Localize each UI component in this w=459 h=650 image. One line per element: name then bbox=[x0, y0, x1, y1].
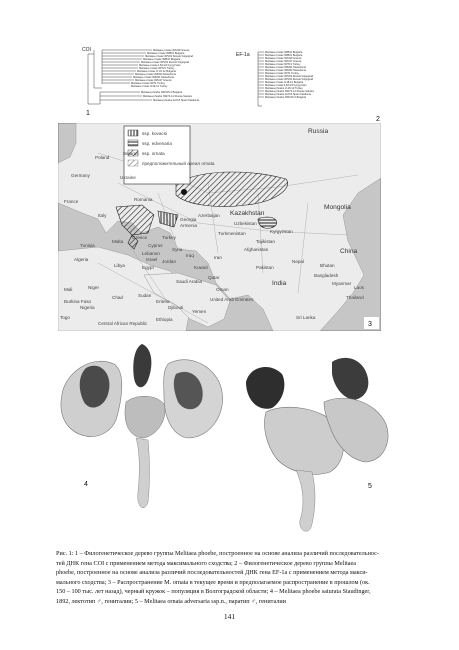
country-label: Eritrea bbox=[156, 299, 170, 304]
country-label: Uzbekistan bbox=[234, 221, 257, 226]
country-label: Togo bbox=[60, 315, 70, 320]
country-label: Tajikistan bbox=[256, 239, 275, 244]
country-label: Israel bbox=[146, 257, 158, 262]
ef1a-taxon: Melitaea ornata ORG37 Greece bbox=[265, 60, 302, 63]
ef1a-taxon: Melitaea ornata ORV03 Russia Volgograd bbox=[265, 75, 314, 78]
country-label: Syria bbox=[172, 247, 183, 252]
ef1a-taxon: Melitaea ornata ORV02 Russia Volgograd bbox=[265, 78, 314, 81]
coi-taxon: Melitaea ornata JL 18-12 Bulgaria bbox=[137, 70, 176, 73]
country-label: Chad bbox=[112, 295, 123, 300]
country-label: Ethiopia bbox=[156, 317, 173, 322]
country-label: Yemen bbox=[192, 309, 207, 314]
ef1a-taxon: Melitaea phoebe NW74-14 Russia Saratov bbox=[265, 90, 315, 93]
coi-taxon: Melitaea ornata ORG37 Greece bbox=[135, 79, 172, 82]
country-label: Georgia bbox=[180, 217, 197, 222]
legend-assumed-range: предположительный ареал ornata bbox=[142, 161, 215, 166]
country-label: Romania bbox=[134, 197, 153, 202]
legend-edvenaria: ssp. edvenaria bbox=[142, 141, 172, 146]
ef1a-taxon: Melitaea ornata ORB10 Bulgaria bbox=[265, 51, 303, 54]
country-label: Oman bbox=[216, 287, 229, 292]
ef1a-taxon: Melitaea ornata JL18-12 Bulgaria bbox=[265, 81, 304, 84]
figure-caption bbox=[56, 549, 388, 607]
country-label: Kuwait bbox=[194, 265, 208, 270]
coi-taxon: Melitaea ornata ORB01 Bulgaria bbox=[147, 52, 185, 55]
country-label: Sudan bbox=[138, 293, 152, 298]
country-label: Myanmar bbox=[332, 281, 352, 286]
coi-taxon: Melitaea phoebe AC6-8 Spain Kataloniа bbox=[153, 99, 199, 102]
ef1a-taxon: Melitaea ornata A.6/11/4 Kyrgyzstan bbox=[265, 84, 307, 87]
country-label: Italy bbox=[98, 213, 107, 218]
country-label: Iraq bbox=[186, 253, 194, 258]
country-label: Qatar bbox=[208, 275, 220, 280]
country-label: United Arab Emirates bbox=[210, 297, 254, 302]
country-label: Armenia bbox=[180, 223, 198, 228]
caption-line: Рис. 1: 1 – Филогенетическое дерево группы Melitaea phoebe, построенное на основе анализа различий последовательнос- bbox=[56, 550, 379, 557]
distribution-map-panel bbox=[58, 123, 381, 331]
coi-taxon: Melitaea phoebe NW74-14 Russia Saratov bbox=[143, 95, 193, 98]
country-label: Azerbaijan bbox=[198, 213, 220, 218]
country-label: Poland bbox=[95, 155, 110, 160]
coi-taxon: Melitaea ornata ORB10 Bulgaria bbox=[143, 58, 181, 61]
country-label: Cyprus bbox=[148, 243, 163, 248]
page-number: 141 bbox=[223, 612, 236, 621]
coi-taxon: Melitaea ornata ORV02 Russia Volgograd bbox=[141, 61, 190, 64]
country-label: Iran bbox=[214, 255, 222, 260]
ef1a-taxon: Melitaea phoebe JL18-12 Turkey bbox=[265, 87, 303, 90]
coi-taxon: Melitaea ornata ORM41 Macedonia bbox=[133, 76, 174, 79]
legend-ornata: ssp. ornata bbox=[142, 151, 165, 156]
coi-taxon: Melitaea phoebe NW125-3 Bulgaria bbox=[141, 91, 183, 94]
country-label: Ukraine bbox=[120, 175, 136, 180]
country-label: Egypt bbox=[142, 265, 154, 270]
ef1a-tree-label: EF-1a bbox=[236, 52, 250, 58]
coi-taxon: Melitaea ornata ORM42 Macedonia bbox=[135, 73, 176, 76]
country-label: Niger bbox=[88, 285, 99, 290]
country-label: Kyrgyzstan bbox=[270, 229, 293, 234]
country-label: Bangladesh bbox=[314, 273, 339, 278]
coi-tree-panel bbox=[82, 44, 232, 116]
ef1a-taxon: Melitaea ornata ORG99 Greece bbox=[265, 57, 302, 60]
panel-number-1: 1 bbox=[86, 110, 90, 116]
coi-taxon: Melitaea ornata ORG99 Greece bbox=[153, 49, 190, 52]
country-label: Burkina Faso bbox=[64, 299, 92, 304]
country-label: Malta bbox=[112, 239, 124, 244]
country-label: Kazakhstan bbox=[230, 210, 265, 217]
coi-taxon: Melitaea ornata A.6/11/4 Kyrgyzstan bbox=[139, 64, 181, 67]
country-label: China bbox=[340, 248, 358, 255]
ef1a-taxon: Melitaea ornata ORM41 Macedonia bbox=[265, 66, 306, 69]
panel-number-5: 5 bbox=[368, 483, 372, 490]
country-label: India bbox=[272, 280, 287, 287]
country-label: Belarus bbox=[123, 151, 139, 156]
genitalia-photo-5 bbox=[226, 342, 398, 538]
ef1a-tree-panel bbox=[236, 44, 386, 122]
country-label: Tunisia bbox=[80, 243, 95, 248]
country-label: Pakistan bbox=[256, 265, 274, 270]
country-label: Lebanon bbox=[142, 251, 160, 256]
country-label: Bhutan bbox=[320, 263, 335, 268]
genitalia-photo-4 bbox=[56, 342, 228, 520]
panel-number-4: 4 bbox=[84, 481, 88, 488]
ef1a-tree-branches bbox=[258, 52, 264, 106]
country-label: Germany bbox=[71, 173, 90, 178]
coi-taxon: Melitaea ornata JL19-12 Turkey bbox=[131, 85, 168, 88]
country-label: Greece bbox=[132, 235, 148, 240]
volgograd-population-dot bbox=[181, 189, 187, 195]
coi-taxon: Melitaea ornata ORV03 Russia Volgograd bbox=[145, 55, 194, 58]
ef1a-taxon: Melitaea ornata ORT21 Turkey bbox=[265, 63, 301, 66]
coi-taxon: Melitaea ornata ORT1 Turkey bbox=[131, 82, 165, 85]
coi-taxon: Melitaea ornata ORT21 Turkey bbox=[139, 67, 175, 70]
legend-kovacsi: ssp. kovacsi bbox=[142, 131, 168, 136]
country-label: Algeria bbox=[74, 257, 89, 262]
legend-swatch-assumed-range bbox=[128, 160, 138, 166]
country-label: Central African Republic bbox=[98, 321, 148, 326]
ef1a-tree-taxa bbox=[265, 50, 315, 99]
country-label: Jordan bbox=[162, 259, 177, 264]
country-label: Mali bbox=[64, 287, 73, 292]
country-label: Turkey bbox=[162, 235, 176, 240]
caption-line: phoebe, построенное на основе анализа различий последовательностей ДНК гена EF-1a с применением метода макси- bbox=[56, 569, 368, 577]
country-label: Nepal bbox=[292, 259, 305, 264]
ef1a-taxon: Melitaea phoebe AC6-8 Spain Katalonia bbox=[265, 93, 311, 96]
panel-number-2: 2 bbox=[376, 116, 380, 122]
panel-number-3: 3 bbox=[368, 321, 372, 328]
country-label: Nigeria bbox=[80, 305, 95, 310]
country-label: Libya bbox=[114, 263, 125, 268]
ef1a-taxon: Melitaea ornata ORB01 Bulgaria bbox=[265, 54, 303, 57]
country-label: Saudi Arabia bbox=[176, 279, 203, 284]
country-label: Afghanistan bbox=[244, 247, 269, 252]
caption-line: 150 – 100 тыс. лет назад), черный кружок – популяция в Волгоградской области; 4 – Melitaea phoebe saturata Staudinger, bbox=[56, 588, 371, 596]
country-label: Russia bbox=[308, 128, 329, 135]
country-label: France bbox=[64, 199, 79, 204]
legend-swatch-edvenaria bbox=[128, 140, 138, 146]
ef1a-taxon: Melitaea ornata ORT1 Turkey bbox=[265, 72, 299, 75]
country-label: Thailand bbox=[346, 295, 364, 300]
country-label: Mongolia bbox=[324, 204, 351, 211]
country-label: Turkmenistan bbox=[218, 231, 246, 236]
coi-tree-label: COI bbox=[82, 47, 91, 53]
legend-swatch-kovacsi bbox=[128, 130, 138, 136]
country-label: Laos bbox=[354, 285, 364, 290]
caption-line: мального сходства; 3 – Распространение M. ornata в текущее время и предполагаемое распространение в прошлом (ок. bbox=[56, 578, 370, 586]
country-label: Djibouti bbox=[168, 305, 184, 310]
caption-line: тей ДНК гена COI с применением метода максимального сходства; 2 – Филогенетическое дерево группы Melitaea bbox=[56, 559, 357, 567]
country-label: Sri Lanka bbox=[296, 315, 316, 320]
caption-line: 1892, лектотип ♂, гениталии; 5 – Melitaea ornata adversaria ssp.n., паратип ♂, гениталии bbox=[56, 597, 286, 605]
ef1a-taxon: Melitaea phoebe NW125-3 Bulgaria bbox=[265, 96, 307, 99]
ef1a-taxon: Melitaea ornata ORM42 Macedonia bbox=[265, 69, 306, 72]
